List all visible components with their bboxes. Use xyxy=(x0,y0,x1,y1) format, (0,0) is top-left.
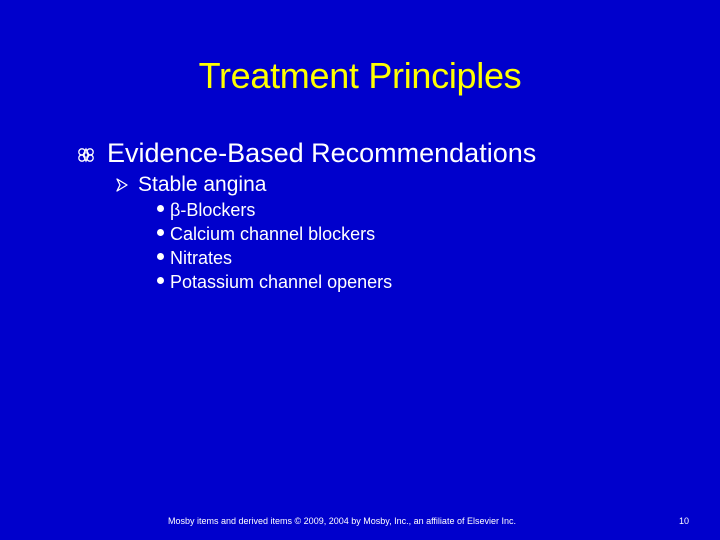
arrowhead-bullet-icon xyxy=(116,178,128,192)
list-item xyxy=(0,222,720,246)
slide-title: Treatment Principles xyxy=(198,55,522,96)
level2-bullet-text: Stable angina xyxy=(138,173,267,196)
dot-bullet-icon xyxy=(157,229,164,236)
dot-bullet-icon xyxy=(157,253,164,260)
dot-bullet-icon xyxy=(157,277,164,284)
list-item-text: Potassium channel openers xyxy=(170,272,393,292)
list-item-text: Nitrates xyxy=(170,248,233,268)
slide-number: 10 xyxy=(678,516,689,526)
level1-bullet-text: Evidence-Based Recommendations xyxy=(107,138,537,168)
slide-footer xyxy=(0,514,720,528)
list-item-text: Calcium channel blockers xyxy=(170,224,376,244)
list-item xyxy=(0,270,720,294)
list-item-text: β-Blockers xyxy=(170,200,256,220)
copyright-text: Mosby items and derived items © 2009, 2004 by Mosby, Inc., an affiliate of Elsevier Inc. xyxy=(168,516,516,526)
diamond-flower-bullet-icon xyxy=(76,146,96,164)
dot-bullet-icon xyxy=(157,205,164,212)
list-item xyxy=(0,246,720,270)
list-item xyxy=(0,198,720,222)
